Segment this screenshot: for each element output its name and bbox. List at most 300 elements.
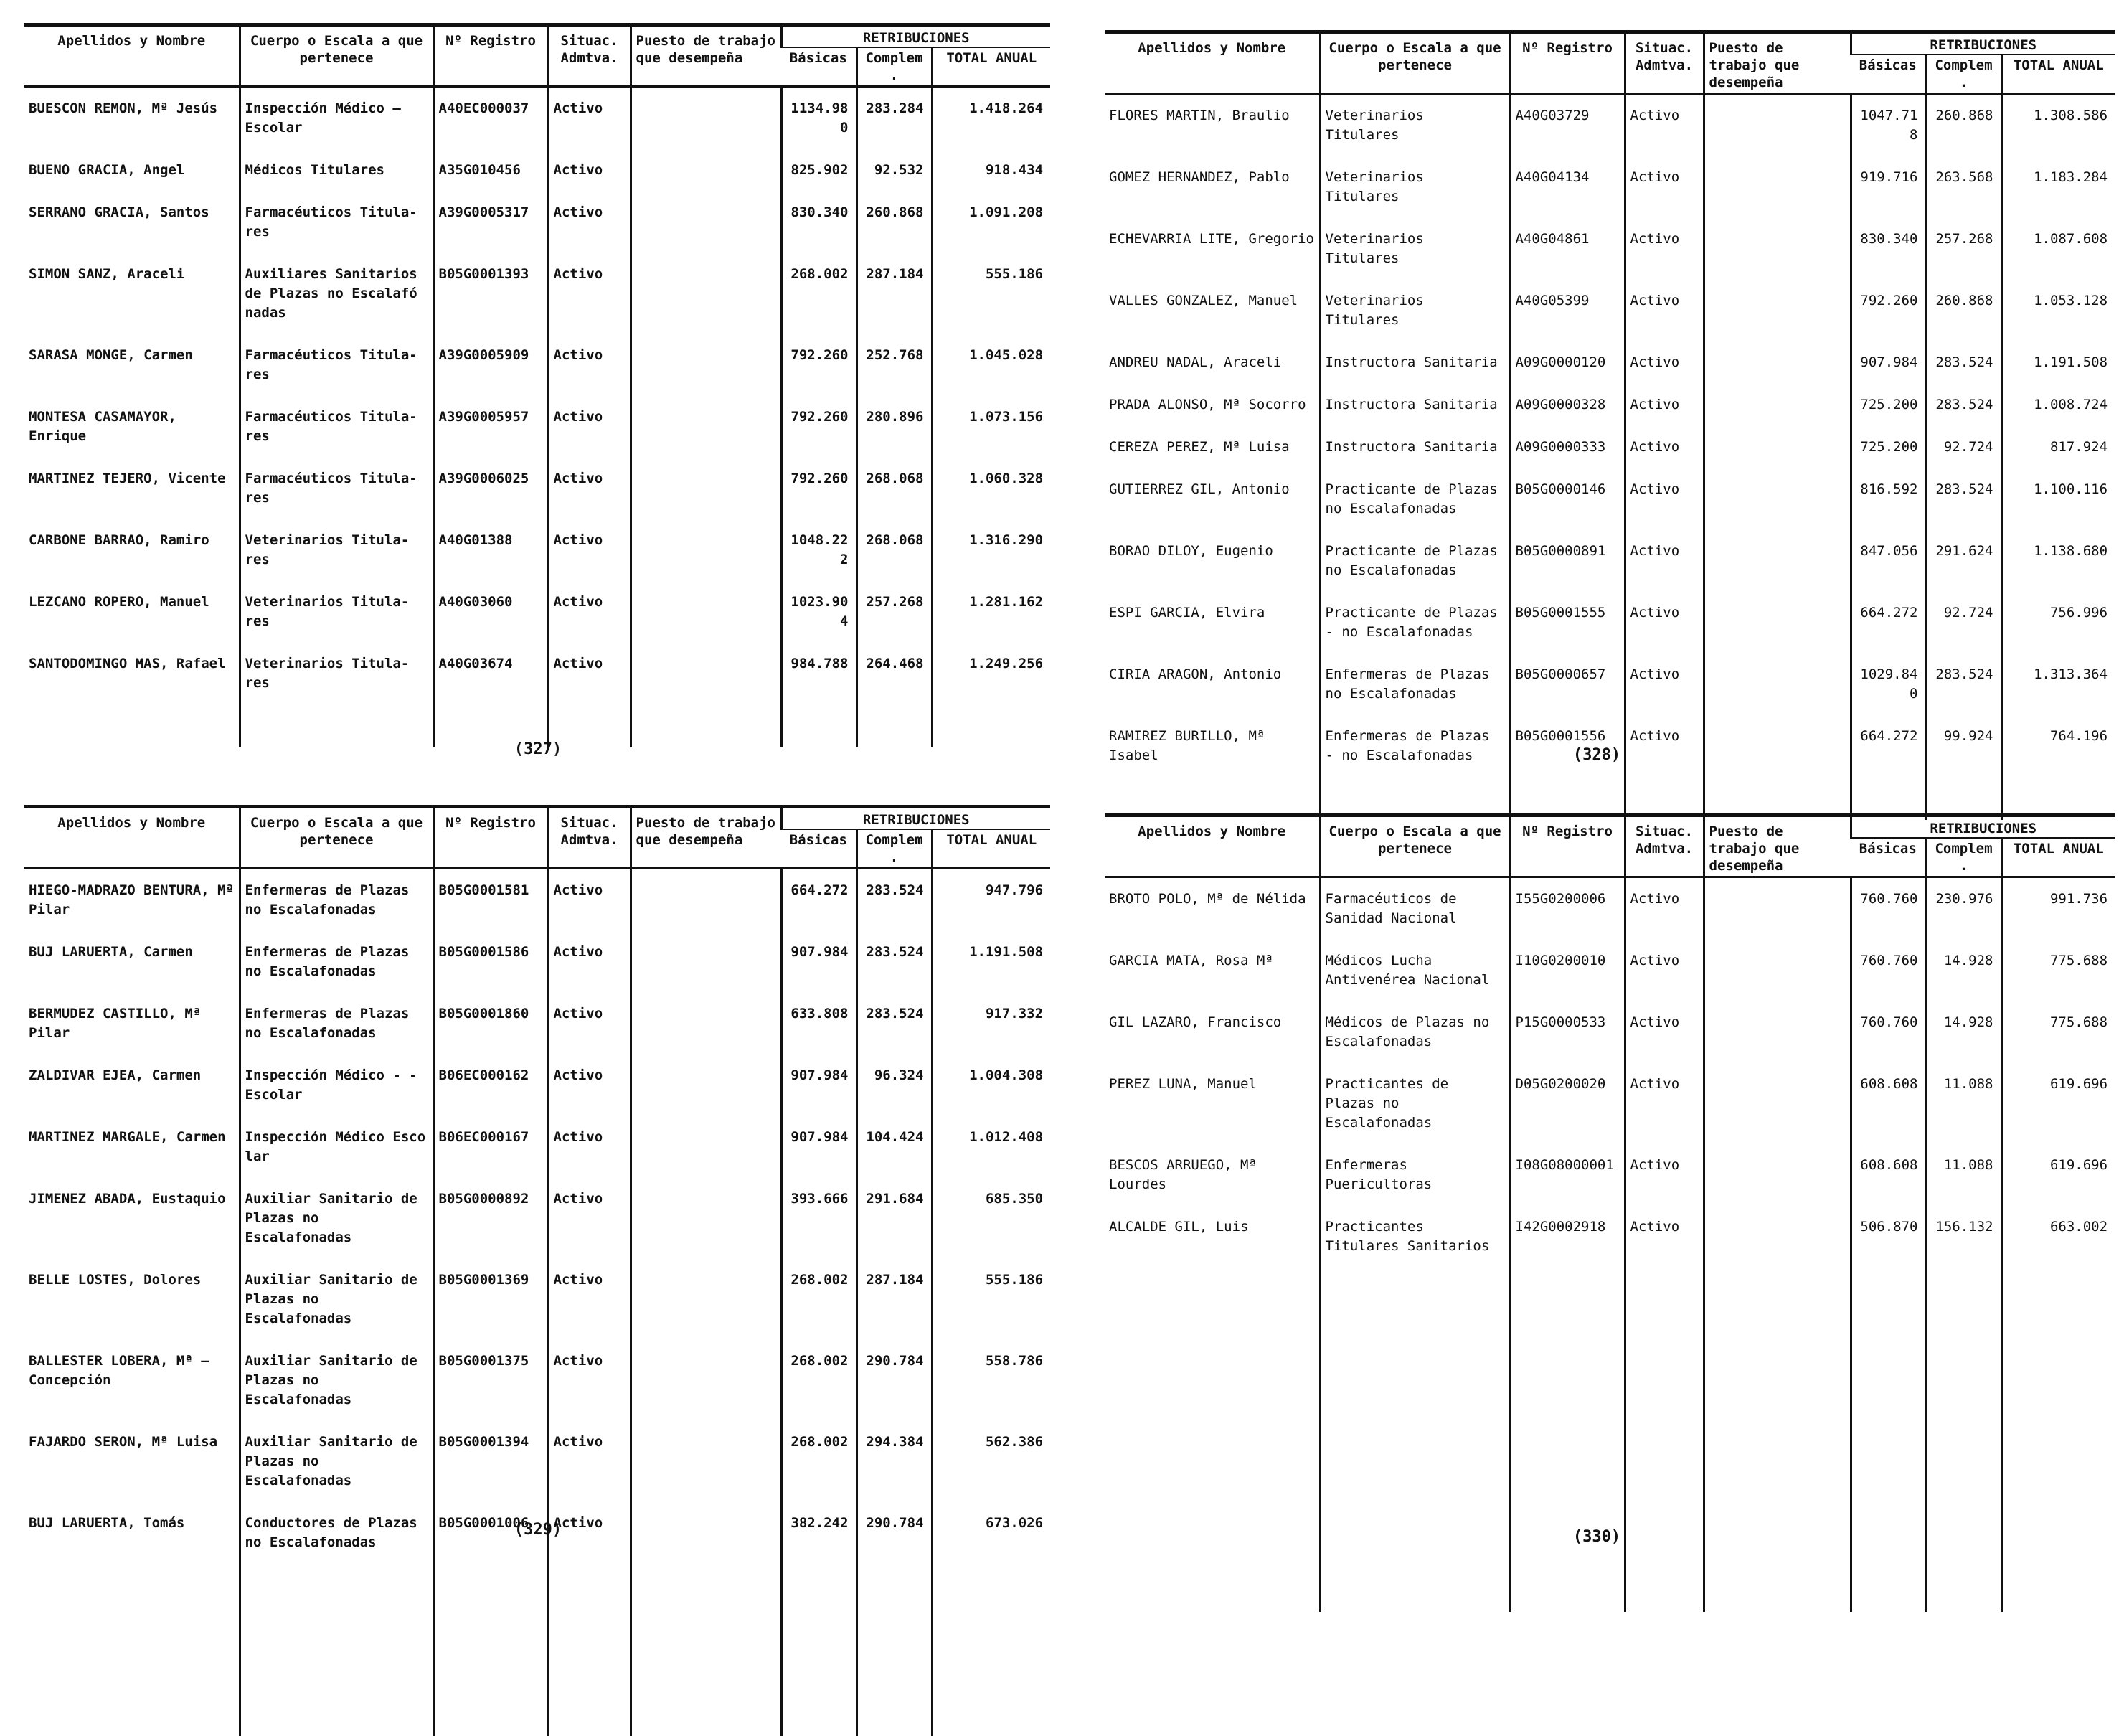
- cell-registro: B05G0000657: [1510, 654, 1625, 715]
- page-number-327: (327): [495, 740, 581, 758]
- header-cuerpo: Cuerpo o Escala a que pertenece: [240, 25, 433, 87]
- cell-complem: 290.784: [856, 1340, 932, 1421]
- cell-total: 619.696: [2001, 1063, 2115, 1144]
- empty-cell: [1851, 1268, 1926, 1311]
- cell-cuerpo: Veterinarios Titula-res: [240, 519, 433, 581]
- table-body: [24, 87, 1050, 748]
- cell-situacion: Activo: [548, 334, 631, 396]
- header-total: TOTAL ANUAL: [932, 829, 1050, 869]
- cell-puesto: [631, 1502, 781, 1564]
- cell-cuerpo: Practicantes de Plazas no Escalafonadas: [1320, 1063, 1510, 1144]
- cell-total: 1.053.128: [2001, 280, 2115, 341]
- page-number-328: (328): [1554, 746, 1640, 764]
- cell-puesto: [1704, 341, 1851, 384]
- empty-cell: [24, 1607, 240, 1650]
- cell-complem: 283.524: [856, 869, 932, 932]
- header-basicas: Básicas: [1851, 838, 1926, 877]
- empty-cell: [631, 1650, 781, 1693]
- cell-basicas: 792.260: [781, 396, 856, 458]
- table-329: [24, 805, 1050, 1736]
- cell-complem: 260.868: [1926, 280, 2001, 341]
- cell-situacion: Activo: [1625, 1206, 1704, 1268]
- empty-cell: [856, 1650, 932, 1693]
- cell-situacion: Activo: [1625, 1063, 1704, 1144]
- cell-situacion: Activo: [548, 458, 631, 519]
- cell-complem: 283.524: [856, 931, 932, 993]
- cell-total: 1.045.028: [932, 334, 1050, 396]
- table: [1105, 813, 2115, 1612]
- cell-name: BELLE LOSTES, Dolores: [24, 1259, 240, 1340]
- empty-cell: [1704, 1311, 1851, 1354]
- table-row: [24, 149, 1050, 192]
- header-situacion: Situac. Admtva.: [1625, 32, 1704, 94]
- empty-cell: [1320, 1268, 1510, 1311]
- empty-cell: [1625, 1440, 1704, 1483]
- table-row: [24, 1340, 1050, 1421]
- cell-puesto: [1704, 592, 1851, 654]
- empty-cell: [1704, 1440, 1851, 1483]
- cell-cuerpo: Farmacéuticos Titula-res: [240, 192, 433, 253]
- header-cuerpo: Cuerpo o Escala a que pertenece: [1320, 816, 1510, 877]
- cell-cuerpo: Inspección Médico Esco lar: [240, 1116, 433, 1178]
- cell-name: BROTO POLO, Mª de Nélida: [1105, 877, 1320, 940]
- cell-total: 562.386: [932, 1421, 1050, 1502]
- header-basicas: Básicas: [1851, 55, 1926, 94]
- cell-registro: A09G0000120: [1510, 341, 1625, 384]
- cell-cuerpo: Conductores de Plazas no Escalafonadas: [240, 1502, 433, 1564]
- empty-cell: [932, 1564, 1050, 1607]
- cell-situacion: Activo: [1625, 940, 1704, 1001]
- cell-cuerpo: Veterinarios Titulares: [1320, 94, 1510, 157]
- cell-total: 1.313.364: [2001, 654, 2115, 715]
- cell-complem: 280.896: [856, 396, 932, 458]
- cell-basicas: 1134.980: [781, 87, 856, 150]
- cell-cuerpo: Auxiliares Sanitarios de Plazas no Escalafó nadas: [240, 253, 433, 334]
- cell-situacion: Activo: [548, 931, 631, 993]
- table-row: [24, 458, 1050, 519]
- empty-cell: [1851, 1483, 1926, 1526]
- cell-complem: 252.768: [856, 334, 932, 396]
- empty-cell: [1510, 1354, 1625, 1397]
- cell-puesto: [1704, 1001, 1851, 1063]
- empty-cell: [781, 1564, 856, 1607]
- empty-cell: [2001, 1311, 2115, 1354]
- empty-cell: [1704, 1268, 1851, 1311]
- empty-cell: [1926, 1483, 2001, 1526]
- cell-registro: B05G0000891: [1510, 530, 1625, 592]
- cell-name: GUTIERREZ GIL, Antonio: [1105, 468, 1320, 530]
- empty-cell: [1510, 1483, 1625, 1526]
- cell-complem: 268.068: [856, 519, 932, 581]
- cell-basicas: 830.340: [1851, 218, 1926, 280]
- empty-cell: [1704, 1483, 1851, 1526]
- cell-basicas: 664.272: [1851, 715, 1926, 777]
- cell-basicas: 792.260: [781, 458, 856, 519]
- table-row: [24, 931, 1050, 993]
- cell-cuerpo: Practicantes Titulares Sanitarios: [1320, 1206, 1510, 1268]
- cell-registro: B05G0001860: [433, 993, 548, 1055]
- empty-cell: [856, 1564, 932, 1607]
- table-row: [24, 1421, 1050, 1502]
- cell-basicas: 760.760: [1851, 877, 1926, 940]
- cell-registro: B05G0001394: [433, 1421, 548, 1502]
- cell-puesto: [1704, 654, 1851, 715]
- cell-basicas: 984.788: [781, 643, 856, 704]
- header-name: Apellidos y Nombre: [24, 807, 240, 869]
- empty-cell: [856, 1607, 932, 1650]
- cell-situacion: Activo: [548, 149, 631, 192]
- table-row: [24, 993, 1050, 1055]
- cell-name: SERRANO GRACIA, Santos: [24, 192, 240, 253]
- empty-cell: [1851, 1397, 1926, 1440]
- cell-basicas: 725.200: [1851, 426, 1926, 468]
- table-row: [24, 396, 1050, 458]
- cell-registro: A39G0005909: [433, 334, 548, 396]
- cell-complem: 11.088: [1926, 1144, 2001, 1206]
- empty-cell: [1320, 1397, 1510, 1440]
- cell-basicas: 1029.840: [1851, 654, 1926, 715]
- cell-name: HIEGO-MADRAZO BENTURA, Mª Pilar: [24, 869, 240, 932]
- table-body: [1105, 94, 2115, 821]
- cell-basicas: 393.666: [781, 1178, 856, 1259]
- cell-complem: 92.724: [1926, 426, 2001, 468]
- cell-situacion: Activo: [1625, 426, 1704, 468]
- cell-name: ESPI GARCIA, Elvira: [1105, 592, 1320, 654]
- cell-basicas: 1023.904: [781, 581, 856, 643]
- cell-total: 775.688: [2001, 1001, 2115, 1063]
- table: [24, 805, 1050, 1736]
- table-row: [24, 334, 1050, 396]
- table-row: [1105, 1063, 2115, 1144]
- cell-situacion: Activo: [1625, 280, 1704, 341]
- header-total: TOTAL ANUAL: [2001, 55, 2115, 94]
- empty-row: [1105, 1311, 2115, 1354]
- header-puesto: Puesto de trabajo que desempeña: [631, 807, 781, 869]
- cell-basicas: 760.760: [1851, 1001, 1926, 1063]
- empty-cell: [856, 1693, 932, 1736]
- cell-complem: 96.324: [856, 1055, 932, 1116]
- empty-cell: [932, 704, 1050, 747]
- empty-cell: [548, 1693, 631, 1736]
- cell-basicas: 907.984: [781, 931, 856, 993]
- cell-name: VALLES GONZALEZ, Manuel: [1105, 280, 1320, 341]
- cell-registro: P15G0000533: [1510, 1001, 1625, 1063]
- cell-basicas: 506.870: [1851, 1206, 1926, 1268]
- empty-cell: [433, 1650, 548, 1693]
- cell-registro: A09G0000328: [1510, 384, 1625, 426]
- cell-situacion: Activo: [1625, 592, 1704, 654]
- cell-total: 918.434: [932, 149, 1050, 192]
- cell-registro: B05G0001393: [433, 253, 548, 334]
- cell-puesto: [631, 458, 781, 519]
- cell-situacion: Activo: [548, 581, 631, 643]
- empty-row: [24, 1607, 1050, 1650]
- cell-cuerpo: Practicante de Plazas no Escalafonadas: [1320, 530, 1510, 592]
- header-registro: Nº Registro: [433, 807, 548, 869]
- cell-name: BUJ LARUERTA, Carmen: [24, 931, 240, 993]
- empty-cell: [1926, 1440, 2001, 1483]
- header-name: Apellidos y Nombre: [24, 25, 240, 87]
- cell-total: 1.418.264: [932, 87, 1050, 150]
- cell-name: BESCOS ARRUEGO, Mª Lourdes: [1105, 1144, 1320, 1206]
- header-situacion: Situac. Admtva.: [548, 25, 631, 87]
- cell-total: 673.026: [932, 1502, 1050, 1564]
- empty-cell: [24, 1650, 240, 1693]
- empty-cell: [240, 1693, 433, 1736]
- empty-cell: [932, 1693, 1050, 1736]
- cell-basicas: 268.002: [781, 253, 856, 334]
- empty-cell: [1851, 1526, 1926, 1569]
- cell-total: 663.002: [2001, 1206, 2115, 1268]
- cell-puesto: [1704, 280, 1851, 341]
- cell-puesto: [1704, 530, 1851, 592]
- header-complem: Complem.: [856, 47, 932, 87]
- cell-total: 1.191.508: [2001, 341, 2115, 384]
- cell-basicas: 664.272: [1851, 592, 1926, 654]
- cell-puesto: [1704, 468, 1851, 530]
- empty-row: [1105, 1397, 2115, 1440]
- cell-complem: 14.928: [1926, 940, 2001, 1001]
- empty-cell: [1704, 1397, 1851, 1440]
- table-327: [24, 23, 1050, 747]
- cell-cuerpo: Médicos Titulares: [240, 149, 433, 192]
- cell-cuerpo: Instructora Sanitaria: [1320, 384, 1510, 426]
- cell-puesto: [631, 192, 781, 253]
- table-row: [1105, 156, 2115, 218]
- empty-cell: [1625, 1483, 1704, 1526]
- header-puesto: Puesto de trabajo que desempeña: [1704, 32, 1851, 94]
- cell-cuerpo: Médicos Lucha Antivenérea Nacional: [1320, 940, 1510, 1001]
- cell-name: CEREZA PEREZ, Mª Luisa: [1105, 426, 1320, 468]
- cell-registro: B06EC000162: [433, 1055, 548, 1116]
- empty-cell: [1105, 1483, 1320, 1526]
- empty-cell: [1320, 1354, 1510, 1397]
- cell-name: BALLESTER LOBERA, Mª — Concepción: [24, 1340, 240, 1421]
- cell-registro: B05G0000892: [433, 1178, 548, 1259]
- table-row: [1105, 426, 2115, 468]
- cell-cuerpo: Enfermeras de Plazas no Escalafonadas: [240, 931, 433, 993]
- empty-cell: [1105, 1354, 1320, 1397]
- cell-name: BUJ LARUERTA, Tomás: [24, 1502, 240, 1564]
- cell-total: 1.060.328: [932, 458, 1050, 519]
- cell-puesto: [1704, 715, 1851, 777]
- cell-total: 1.191.508: [932, 931, 1050, 993]
- cell-basicas: 664.272: [781, 869, 856, 932]
- cell-total: 1.091.208: [932, 192, 1050, 253]
- cell-complem: 283.284: [856, 87, 932, 150]
- cell-basicas: 268.002: [781, 1421, 856, 1502]
- cell-registro: A09G0000333: [1510, 426, 1625, 468]
- cell-puesto: [1704, 94, 1851, 157]
- empty-cell: [781, 1650, 856, 1693]
- cell-complem: 14.928: [1926, 1001, 2001, 1063]
- cell-cuerpo: Enfermeras de Plazas - no Escalafonadas: [1320, 715, 1510, 777]
- header-situacion: Situac. Admtva.: [548, 807, 631, 869]
- empty-cell: [433, 1564, 548, 1607]
- cell-puesto: [631, 993, 781, 1055]
- table-body: [24, 869, 1050, 1736]
- cell-puesto: [631, 643, 781, 704]
- cell-name: ALCALDE GIL, Luis: [1105, 1206, 1320, 1268]
- empty-cell: [1320, 1526, 1510, 1569]
- cell-registro: A40G04861: [1510, 218, 1625, 280]
- cell-puesto: [631, 334, 781, 396]
- cell-situacion: Activo: [1625, 156, 1704, 218]
- empty-cell: [2001, 1268, 2115, 1311]
- cell-registro: A39G0006025: [433, 458, 548, 519]
- cell-registro: D05G0200020: [1510, 1063, 1625, 1144]
- cell-basicas: 608.608: [1851, 1144, 1926, 1206]
- cell-registro: I10G0200010: [1510, 940, 1625, 1001]
- empty-cell: [1851, 1440, 1926, 1483]
- header-retribuciones: RETRIBUCIONES: [781, 25, 1050, 48]
- cell-basicas: 1048.222: [781, 519, 856, 581]
- cell-situacion: Activo: [548, 253, 631, 334]
- cell-basicas: 792.260: [1851, 280, 1926, 341]
- cell-complem: 283.524: [856, 993, 932, 1055]
- table-row: [1105, 1206, 2115, 1268]
- empty-cell: [932, 1650, 1050, 1693]
- cell-cuerpo: Inspección Médico - - Escolar: [240, 1055, 433, 1116]
- empty-row: [1105, 1354, 2115, 1397]
- cell-name: SANTODOMINGO MAS, Rafael: [24, 643, 240, 704]
- cell-total: 917.332: [932, 993, 1050, 1055]
- empty-cell: [1851, 1311, 1926, 1354]
- cell-total: 1.308.586: [2001, 94, 2115, 157]
- cell-name: SIMON SANZ, Araceli: [24, 253, 240, 334]
- cell-registro: B05G0001369: [433, 1259, 548, 1340]
- cell-puesto: [1704, 1063, 1851, 1144]
- cell-cuerpo: Farmacéuticos Titula-res: [240, 458, 433, 519]
- empty-row: [1105, 1268, 2115, 1311]
- cell-name: ECHEVARRIA LITE, Gregorio: [1105, 218, 1320, 280]
- table-row: [24, 1055, 1050, 1116]
- cell-puesto: [631, 1421, 781, 1502]
- cell-registro: B05G0001375: [433, 1340, 548, 1421]
- cell-name: SARASA MONGE, Carmen: [24, 334, 240, 396]
- cell-basicas: 907.984: [1851, 341, 1926, 384]
- cell-total: 555.186: [932, 253, 1050, 334]
- empty-cell: [1851, 1569, 1926, 1612]
- cell-registro: B05G0001006: [433, 1502, 548, 1564]
- cell-name: BORAO DILOY, Eugenio: [1105, 530, 1320, 592]
- cell-total: 1.012.408: [932, 1116, 1050, 1178]
- header-complem: Complem.: [1926, 838, 2001, 877]
- cell-puesto: [631, 253, 781, 334]
- cell-name: GOMEZ HERNANDEZ, Pablo: [1105, 156, 1320, 218]
- cell-total: 817.924: [2001, 426, 2115, 468]
- cell-total: 685.350: [932, 1178, 1050, 1259]
- empty-cell: [1510, 1440, 1625, 1483]
- empty-cell: [1105, 1311, 1320, 1354]
- cell-registro: B05G0000146: [1510, 468, 1625, 530]
- empty-row: [1105, 1483, 2115, 1526]
- cell-total: 1.183.284: [2001, 156, 2115, 218]
- cell-complem: 257.268: [856, 581, 932, 643]
- empty-cell: [1625, 1569, 1704, 1612]
- cell-situacion: Activo: [548, 643, 631, 704]
- cell-situacion: Activo: [548, 1055, 631, 1116]
- cell-complem: 260.868: [1926, 94, 2001, 157]
- cell-registro: I42G0002918: [1510, 1206, 1625, 1268]
- cell-name: BERMUDEZ CASTILLO, Mª Pilar: [24, 993, 240, 1055]
- cell-basicas: 847.056: [1851, 530, 1926, 592]
- cell-name: FAJARDO SERON, Mª Luisa: [24, 1421, 240, 1502]
- cell-situacion: Activo: [548, 1259, 631, 1340]
- cell-puesto: [631, 396, 781, 458]
- cell-situacion: Activo: [1625, 877, 1704, 940]
- cell-situacion: Activo: [548, 87, 631, 150]
- cell-cuerpo: Instructora Sanitaria: [1320, 341, 1510, 384]
- empty-cell: [24, 1564, 240, 1607]
- cell-name: ZALDIVAR EJEA, Carmen: [24, 1055, 240, 1116]
- table-row: [1105, 341, 2115, 384]
- cell-name: ANDREU NADAL, Araceli: [1105, 341, 1320, 384]
- cell-total: 1.138.680: [2001, 530, 2115, 592]
- empty-cell: [240, 704, 433, 747]
- empty-cell: [548, 1564, 631, 1607]
- empty-cell: [1926, 1268, 2001, 1311]
- cell-puesto: [631, 1055, 781, 1116]
- header-name: Apellidos y Nombre: [1105, 32, 1320, 94]
- cell-puesto: [631, 519, 781, 581]
- cell-name: PEREZ LUNA, Manuel: [1105, 1063, 1320, 1144]
- cell-total: 555.186: [932, 1259, 1050, 1340]
- cell-registro: A39G0005317: [433, 192, 548, 253]
- header-total: TOTAL ANUAL: [932, 47, 1050, 87]
- empty-cell: [1105, 1440, 1320, 1483]
- empty-cell: [1510, 1397, 1625, 1440]
- cell-name: CARBONE BARRAO, Ramiro: [24, 519, 240, 581]
- cell-situacion: Activo: [1625, 341, 1704, 384]
- empty-cell: [1510, 1268, 1625, 1311]
- cell-basicas: 268.002: [781, 1340, 856, 1421]
- cell-name: MARTINEZ MARGALE, Carmen: [24, 1116, 240, 1178]
- empty-cell: [1926, 1526, 2001, 1569]
- empty-cell: [240, 1607, 433, 1650]
- table-row: [24, 519, 1050, 581]
- empty-cell: [631, 704, 781, 747]
- cell-cuerpo: Instructora Sanitaria: [1320, 426, 1510, 468]
- empty-cell: [1510, 1569, 1625, 1612]
- cell-total: 1.073.156: [932, 396, 1050, 458]
- cell-basicas: 825.902: [781, 149, 856, 192]
- cell-puesto: [1704, 426, 1851, 468]
- cell-situacion: Activo: [548, 519, 631, 581]
- cell-situacion: Activo: [1625, 94, 1704, 157]
- empty-cell: [2001, 1397, 2115, 1440]
- empty-cell: [1320, 1440, 1510, 1483]
- empty-cell: [1625, 1311, 1704, 1354]
- cell-complem: 287.184: [856, 1259, 932, 1340]
- cell-puesto: [631, 1340, 781, 1421]
- cell-complem: 268.068: [856, 458, 932, 519]
- header-registro: Nº Registro: [1510, 816, 1625, 877]
- cell-registro: A40G01388: [433, 519, 548, 581]
- empty-cell: [1625, 1354, 1704, 1397]
- table-row: [24, 643, 1050, 704]
- cell-situacion: Activo: [1625, 1144, 1704, 1206]
- cell-cuerpo: Auxiliar Sanitario de Plazas no Escalafonadas: [240, 1421, 433, 1502]
- cell-basicas: 268.002: [781, 1259, 856, 1340]
- cell-registro: B05G0001555: [1510, 592, 1625, 654]
- cell-total: 991.736: [2001, 877, 2115, 940]
- cell-complem: 257.268: [1926, 218, 2001, 280]
- cell-basicas: 792.260: [781, 334, 856, 396]
- cell-puesto: [631, 581, 781, 643]
- cell-cuerpo: Enfermeras de Plazas no Escalafonadas: [240, 869, 433, 932]
- cell-basicas: 725.200: [1851, 384, 1926, 426]
